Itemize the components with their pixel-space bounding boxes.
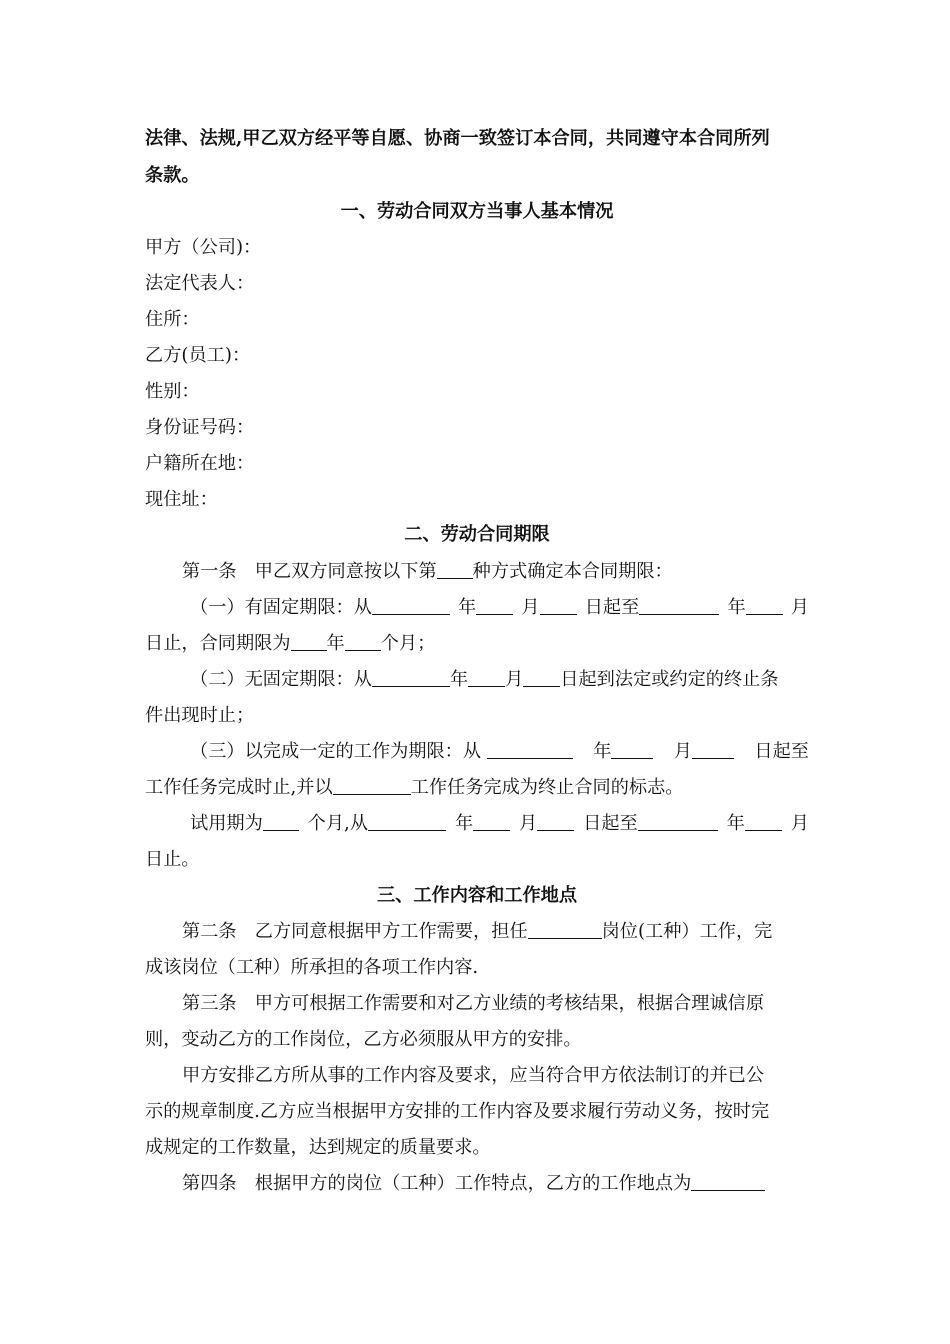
field-current-address: 现住址： xyxy=(145,489,218,510)
blank-field[interactable] xyxy=(692,740,734,759)
article-2-line-2: 成该岗位（工种）所承担的各项工作内容. xyxy=(145,957,479,978)
article-1 xyxy=(182,560,846,584)
opt1-from: （一）有固定期限：从 xyxy=(190,597,372,618)
trial-year: 年 xyxy=(454,813,474,834)
option-2-line-2: 件出现时止； xyxy=(145,705,255,726)
option-3-line-2 xyxy=(145,776,809,800)
intro-line-1: 法律、法规,甲乙双方经平等自愿、协商一致签订本合同，共同遵守本合同所列 xyxy=(145,128,770,149)
trial-label: 试用期为 xyxy=(190,813,263,834)
blank-field[interactable] xyxy=(372,668,450,687)
article-4-line-1 xyxy=(182,1172,846,1196)
opt2-year: 年 xyxy=(449,669,469,690)
blank-field[interactable] xyxy=(611,740,653,759)
opt2-month: 月 xyxy=(505,669,524,690)
trial-month-2: 月 xyxy=(790,813,809,834)
art2-text-a: 第二条 乙方同意根据甲方工作需要，担任 xyxy=(182,921,528,942)
blank-field[interactable] xyxy=(746,596,783,615)
opt2-tail: 日起到法定或约定的终止条 xyxy=(560,669,779,690)
blank-field[interactable] xyxy=(537,812,574,831)
blank-field[interactable] xyxy=(476,596,513,615)
field-party-a: 甲方（公司)： xyxy=(145,237,262,258)
opt3-from: （三）以完成一定的工作为期限：从 xyxy=(190,741,482,762)
opt1-years: 年 xyxy=(326,633,345,654)
field-party-b: 乙方(员工)： xyxy=(145,345,251,366)
blank-field[interactable] xyxy=(523,668,560,687)
opt1-months: 个月； xyxy=(380,633,436,654)
opt1-month-2: 月 xyxy=(790,597,809,618)
article-3-line-2: 则，变动乙方的工作岗位，乙方必须服从甲方的安排。 xyxy=(145,1029,582,1050)
field-domicile: 住所： xyxy=(145,309,200,330)
option-1-line-2 xyxy=(145,632,809,656)
trial-month: 月 xyxy=(519,813,538,834)
paragraph-line-3: 成规定的工作数量，达到规定的质量要求。 xyxy=(145,1137,491,1158)
opt1-term: 日止，合同期限为 xyxy=(145,633,291,654)
section-1-heading: 一、劳动合同双方当事人基本情况 xyxy=(340,201,614,222)
trial-year-2: 年 xyxy=(726,813,745,834)
section-3-heading: 三、工作内容和工作地点 xyxy=(376,885,578,906)
blank-field[interactable] xyxy=(691,1172,765,1191)
field-id-number: 身份证号码： xyxy=(145,417,255,438)
blank-field[interactable] xyxy=(372,596,450,615)
art2-text-b: 岗位(工种）工作，完 xyxy=(601,921,773,942)
blank-field[interactable] xyxy=(291,632,327,651)
field-legal-rep: 法定代表人： xyxy=(145,273,255,294)
blank-field[interactable] xyxy=(437,560,473,579)
article-3-line-1: 第三条 甲方可根据工作需要和对乙方业绩的考核结果，根据合理诚信原 xyxy=(182,993,765,1014)
blank-field[interactable] xyxy=(263,812,299,831)
trial-from: 个月,从 xyxy=(307,813,369,834)
blank-field[interactable] xyxy=(540,596,577,615)
blank-field[interactable] xyxy=(639,596,719,615)
article-1-text-a: 第一条 甲乙双方同意按以下第 xyxy=(182,561,437,582)
blank-field[interactable] xyxy=(473,812,510,831)
option-1-line-1 xyxy=(190,596,809,620)
blank-field[interactable] xyxy=(333,776,411,795)
option-3-line-1 xyxy=(190,740,809,764)
paragraph-line-1: 甲方安排乙方所从事的工作内容及要求，应当符合甲方依法制订的并已公 xyxy=(182,1065,765,1086)
opt3-end: 工作任务完成时止,并以 xyxy=(145,777,333,798)
paragraph-line-2: 示的规章制度.乙方应当根据甲方安排的工作内容及要求履行劳动义务，按时完 xyxy=(145,1101,770,1122)
blank-field[interactable] xyxy=(745,812,782,831)
blank-field[interactable] xyxy=(368,812,446,831)
article-1-text-b: 种方式确定本合同期限： xyxy=(472,561,673,582)
opt1-month: 月 xyxy=(521,597,540,618)
opt1-year-2: 年 xyxy=(727,597,746,618)
field-gender: 性别： xyxy=(145,381,200,402)
intro-line-2: 条款。 xyxy=(145,165,200,186)
option-2-line-1 xyxy=(190,668,854,692)
opt1-year: 年 xyxy=(458,597,477,618)
trial-until: 日起至 xyxy=(583,813,638,834)
opt3-mark: 工作任务完成为终止合同的标志。 xyxy=(410,777,684,798)
blank-field[interactable] xyxy=(468,668,505,687)
art4-text-a: 第四条 根据甲方的岗位（工种）工作特点，乙方的工作地点为 xyxy=(182,1173,692,1194)
trial-line-2: 日止。 xyxy=(145,849,200,870)
opt3-year: 年 xyxy=(593,741,612,762)
opt2-from: （二）无固定期限：从 xyxy=(190,669,372,690)
blank-field[interactable] xyxy=(487,740,573,759)
opt3-month: 月 xyxy=(673,741,692,762)
trial-line-1 xyxy=(190,812,809,836)
opt1-until: 日起至 xyxy=(584,597,640,618)
article-2-line-1 xyxy=(182,920,846,944)
blank-field[interactable] xyxy=(638,812,718,831)
opt3-until: 日起至 xyxy=(754,741,809,762)
blank-field[interactable] xyxy=(345,632,381,651)
section-2-heading: 二、劳动合同期限 xyxy=(404,524,550,545)
field-household: 户籍所在地： xyxy=(145,453,255,474)
blank-field[interactable] xyxy=(528,920,602,939)
